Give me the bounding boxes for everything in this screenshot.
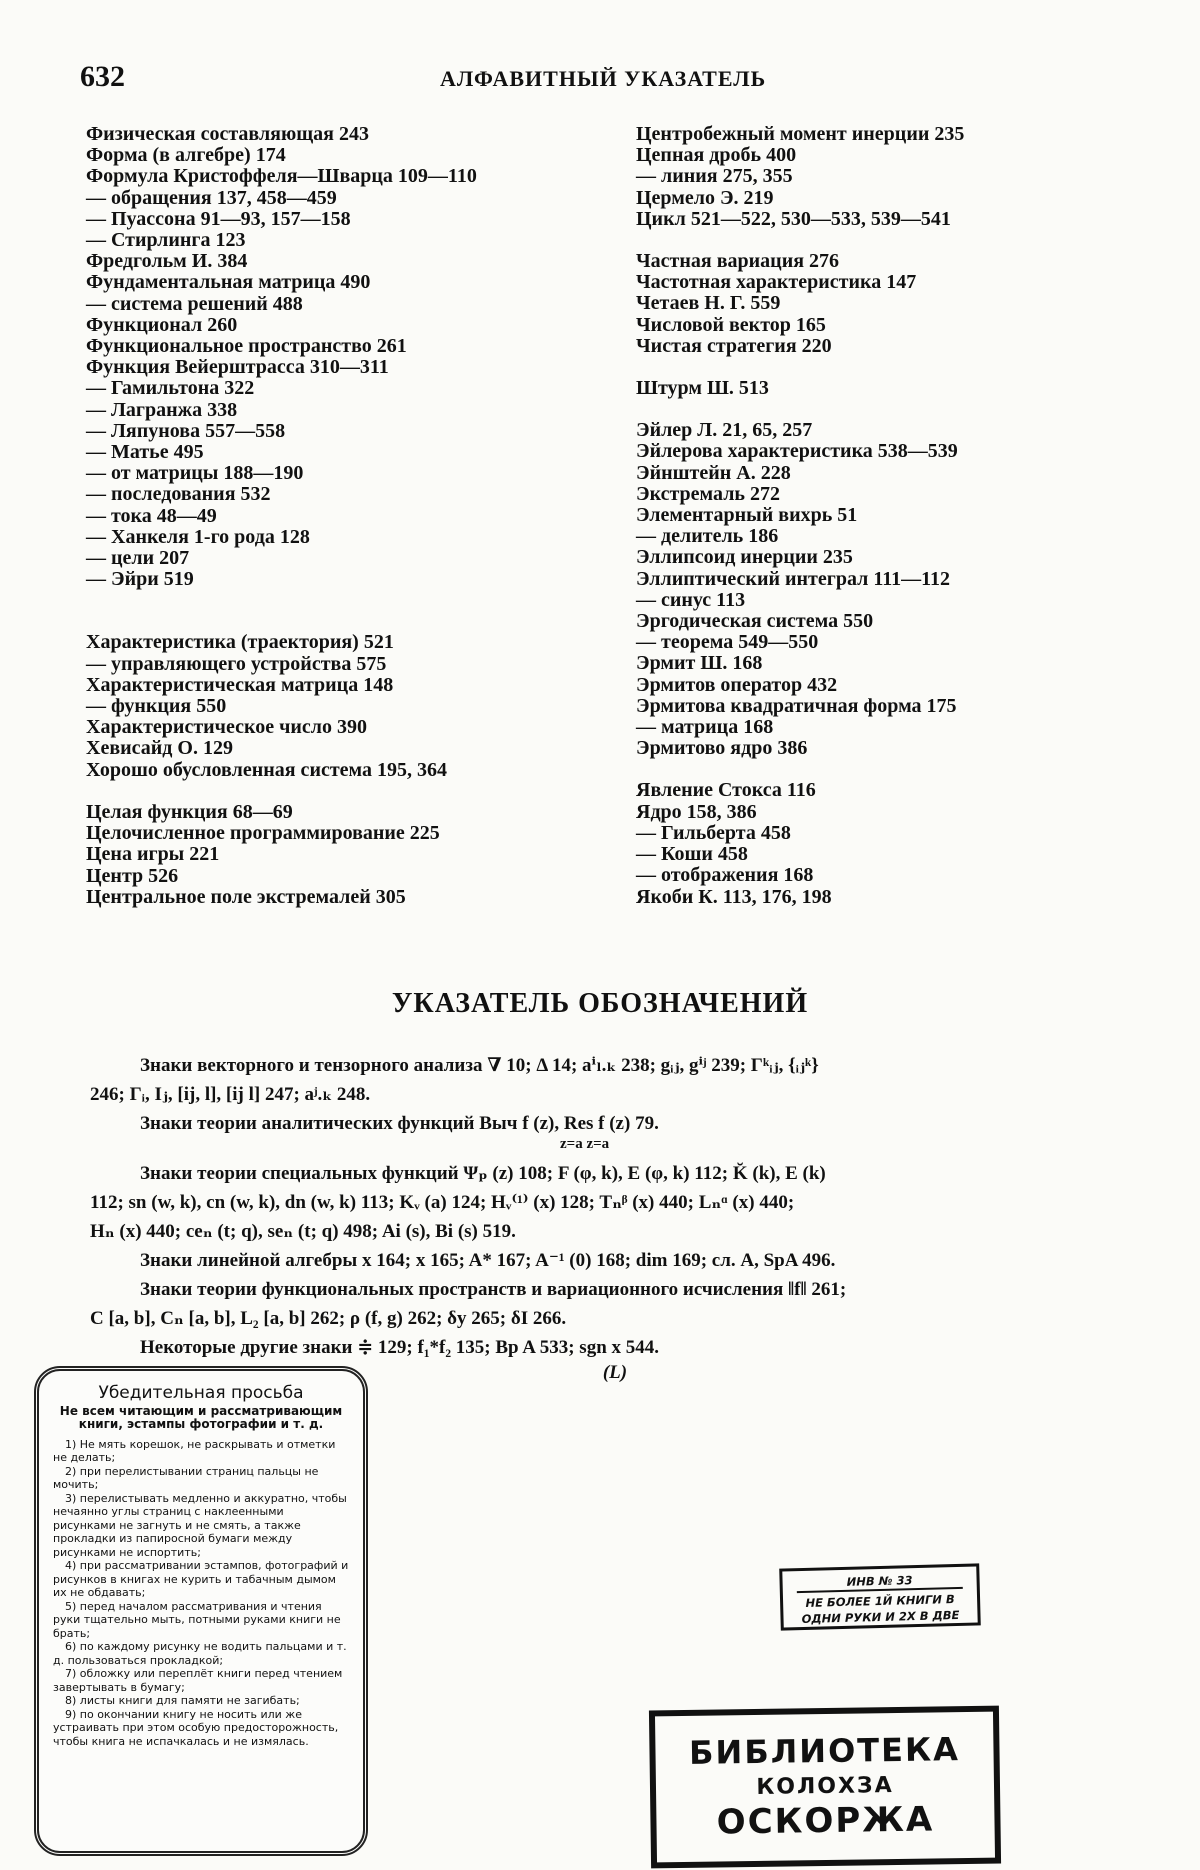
- index-entry: — теорема 549—550: [636, 631, 819, 654]
- index-entry: Физическая составляющая 243: [86, 123, 369, 145]
- index-entry: Центробежный момент инерции 235: [636, 123, 965, 145]
- index-spacer: [86, 781, 646, 802]
- index-entry: Штурм Ш. 513: [636, 377, 769, 400]
- notation-other: Некоторые другие знаки ≑ 129; f₁*f₂ 135; Bp A 533; sgn x 544.: [140, 1337, 660, 1358]
- notation-functional: Знаки теории функциональных пространств и вариационного исчисления ‖f‖ 261;: [140, 1279, 847, 1300]
- index-entry: — Матье 495: [86, 441, 204, 464]
- index-spacer: [636, 230, 1156, 251]
- index-entry: — система решений 488: [86, 292, 303, 315]
- index-entry: Хорошо обусловленная система 195, 364: [86, 758, 448, 781]
- index-entry: Эйнштейн А. 228: [636, 461, 791, 484]
- index-entry: — Стирлинга 123: [86, 229, 246, 252]
- index-entry: Характеристическое число 390: [86, 716, 367, 739]
- index-entry: Эллиптический интеграл 111—112: [636, 567, 951, 590]
- notation-analytic: Знаки теории аналитических функций Выч f (z), Res f (z) 79.: [140, 1113, 659, 1134]
- index-entry: Эрмитова квадратичная форма 175: [636, 694, 957, 717]
- plea-item: 7) обложку или переплёт книги перед чтением завертывать в бумагу;: [53, 1667, 343, 1694]
- index-entry: Эрмитов оператор 432: [636, 673, 838, 696]
- plea-item: 9) по окончании книгу не носить или же устраивать при этом особую предосторожность, чтобы книга не испачкалась и не измялась.: [53, 1707, 339, 1748]
- index-entry: Цепная дробь 400: [636, 144, 797, 167]
- index-spacer: [86, 590, 646, 611]
- index-entry: Частотная характеристика 147: [636, 271, 917, 294]
- index-entry: — Гильберта 458: [636, 821, 791, 844]
- notation-vector-tensor-cont: 246; Γᵢ, Iⱼ, [ij, l], [ij l] 247; aʲ.ₖ 248.: [90, 1084, 371, 1105]
- index-entry: Форма (в алгебре) 174: [86, 144, 286, 167]
- inventory-stamp: [779, 1563, 981, 1630]
- index-entry: — делитель 186: [636, 525, 779, 548]
- plea-item: 6) по каждому рисунку не водить пальцами и т. д. пользоваться прокладкой;: [53, 1640, 347, 1667]
- index-entry: Формула Кристоффеля—Шварца 109—110: [86, 165, 477, 188]
- notation-functional-cont: C [a, b], Cₙ [a, b], L₂ [a, b] 262; ρ (f, g) 262; δy 265; δI 266.: [90, 1308, 567, 1329]
- plea-item: 5) перед началом рассматривания и чтения руки тщательно мыть, потными руками книги не брать;: [53, 1599, 341, 1640]
- index-entry: — отображения 168: [636, 864, 814, 887]
- index-column-left: [86, 124, 646, 908]
- plea-item: 2) при перелистывании страниц пальцы не мочить;: [53, 1464, 319, 1491]
- index-entry: — Ханкеля 1-го рода 128: [86, 525, 310, 548]
- index-entry: Явление Стокса 116: [636, 779, 816, 802]
- notation-linear-algebra: Знаки линейной алгебры x 164; x 165; A* 167; A⁻¹ (0) 168; dim 169; сл. A, SpA 496.: [140, 1250, 836, 1271]
- index-entry: — последования 532: [86, 483, 271, 506]
- library-stamp: [649, 1706, 1001, 1869]
- index-entry: — от матрицы 188—190: [86, 462, 304, 485]
- notation-special-cont: 112; sn (w, k), cn (w, k), dn (w, k) 113; Kᵥ (a) 124; Hᵥ⁽¹⁾ (x) 128; Tₙᵝ (x) 440; Lₙᵅ (x) 440;: [90, 1192, 795, 1213]
- index-entry: Функция Вейерштрасса 310—311: [86, 356, 389, 379]
- index-entry: Экстремаль 272: [636, 482, 780, 505]
- plea-intro: Не всем читающим и рассматривающим книги, эстампы фотографии и т. д.: [59, 1403, 343, 1431]
- index-entry: — Эйри 519: [86, 568, 194, 591]
- index-entry: — цели 207: [86, 547, 190, 570]
- plea-item: 3) перелистывать медленно и аккуратно, чтобы нечаянно углы страниц с наклеенными рисунками не загнуть и не смять, а также прокладки из папиросной бумаги между рисунками не испортить;: [53, 1491, 347, 1559]
- index-entry: Целочисленное программирование 225: [86, 822, 440, 845]
- index-entry: Якоби К. 113, 176, 198: [636, 885, 832, 908]
- inventory-stamp-line1: ИНВ № 33: [796, 1571, 962, 1593]
- plea-items: [53, 1438, 349, 1749]
- index-entry: — управляющего устройства 575: [86, 652, 387, 675]
- index-entry: Характеристика (траектория) 521: [86, 631, 394, 654]
- notation-l-mark: (L): [602, 1362, 628, 1383]
- notation-vector-tensor: Знаки векторного и тензорного анализа ∇ 10; Δ 14; aⁱₗ.ₖ 238; gᵢⱼ, gⁱʲ 239; Γᵏᵢⱼ, {ᵢⱼᵏ}: [140, 1055, 819, 1076]
- library-stamp-line3: ОСКОРЖА: [716, 1799, 935, 1843]
- index-column-right: [636, 124, 1156, 908]
- index-entry: Функциональное пространство 261: [86, 335, 407, 358]
- library-stamp-line2: КОЛОХЗА: [756, 1773, 894, 1800]
- index-entry: — Пуассона 91—93, 157—158: [86, 207, 351, 230]
- notation-special-cont2: Hₙ (x) 440; ceₙ (t; q), seₙ (t; q) 498; Ai (s), Bi (s) 519.: [90, 1221, 516, 1242]
- index-entry: Хевисайд О. 129: [86, 737, 233, 760]
- plea-card: [34, 1366, 368, 1856]
- index-entry: Фредгольм И. 384: [86, 250, 248, 273]
- index-entry: Эйлерова характеристика 538—539: [636, 440, 958, 463]
- library-stamp-line1: БИБЛИОТЕКА: [688, 1730, 961, 1772]
- index-entry: — матрица 168: [636, 716, 774, 739]
- index-entry: — Коши 458: [636, 843, 748, 866]
- plea-item: 1) Не мять корешок, не раскрывать и отметки не делать;: [53, 1437, 336, 1464]
- index-entry: — обращения 137, 458—459: [86, 186, 337, 209]
- index-entry: Цикл 521—522, 530—533, 539—541: [636, 207, 951, 230]
- inventory-stamp-line3: ОДНИ РУКИ И 2Х В ДВЕ: [801, 1607, 960, 1627]
- index-entry: Эрмит Ш. 168: [636, 652, 763, 675]
- index-spacer: [636, 759, 1156, 780]
- index-spacer: [86, 611, 646, 632]
- index-entry: Фундаментальная матрица 490: [86, 271, 371, 294]
- index-entry: Характеристическая матрица 148: [86, 673, 394, 696]
- index-entry: Числовой вектор 165: [636, 313, 826, 336]
- notation-analytic-sub: z=a z=a: [560, 1136, 610, 1152]
- plea-item: 8) листы книги для памяти не загибать;: [65, 1694, 300, 1707]
- index-entry: Частная вариация 276: [636, 250, 840, 273]
- index-entry: Центральное поле экстремалей 305: [86, 885, 406, 908]
- index-entry: Эллипсоид инерции 235: [636, 546, 853, 569]
- index-entry: Эйлер Л. 21, 65, 257: [636, 419, 813, 442]
- plea-title: Убедительная просьба: [98, 1383, 304, 1403]
- index-entry: — линия 275, 355: [636, 165, 793, 188]
- index-entry: Четаев Н. Г. 559: [636, 292, 781, 315]
- index-entry: Цермело Э. 219: [636, 186, 774, 209]
- index-spacer: [636, 399, 1156, 420]
- index-entry: — функция 550: [86, 695, 227, 718]
- index-entry: Элементарный вихрь 51: [636, 504, 858, 527]
- index-entry: Функционал 260: [86, 313, 238, 336]
- index-entry: — синус 113: [636, 588, 746, 611]
- index-entry: — Ляпунова 557—558: [86, 419, 286, 442]
- notation-special: Знаки теории специальных функций Ψₚ (z) 108; F (φ, k), E (φ, k) 112; K̆ (k), E (k): [140, 1163, 826, 1184]
- index-entry: Эрмитово ядро 386: [636, 737, 808, 760]
- index-entry: Чистая стратегия 220: [636, 334, 832, 357]
- index-entry: Эргодическая система 550: [636, 610, 874, 633]
- page-number: 632: [80, 60, 125, 93]
- notation-section-title: УКАЗАТЕЛЬ ОБОЗНАЧЕНИЙ: [391, 988, 809, 1019]
- inventory-stamp-line2: НЕ БОЛЕЕ 1Й КНИГИ В: [805, 1592, 955, 1610]
- running-title: АЛФАВИТНЫЙ УКАЗАТЕЛЬ: [440, 66, 767, 91]
- index-entry: — Лагранжа 338: [86, 398, 238, 421]
- index-entry: Целая функция 68—69: [86, 800, 293, 823]
- index-entry: Цена игры 221: [86, 843, 220, 866]
- notation-index: [90, 1054, 1140, 1384]
- plea-item: 4) при рассматривании эстампов, фотографий и рисунков в книгах не курить и табачным дымом их не обдавать;: [53, 1559, 349, 1599]
- index-entry: Центр 526: [86, 864, 179, 887]
- index-spacer: [636, 357, 1156, 378]
- index-entry: — Гамильтона 322: [86, 377, 255, 400]
- index-entry: — тока 48—49: [86, 504, 217, 527]
- index-entry: Ядро 158, 386: [636, 800, 757, 823]
